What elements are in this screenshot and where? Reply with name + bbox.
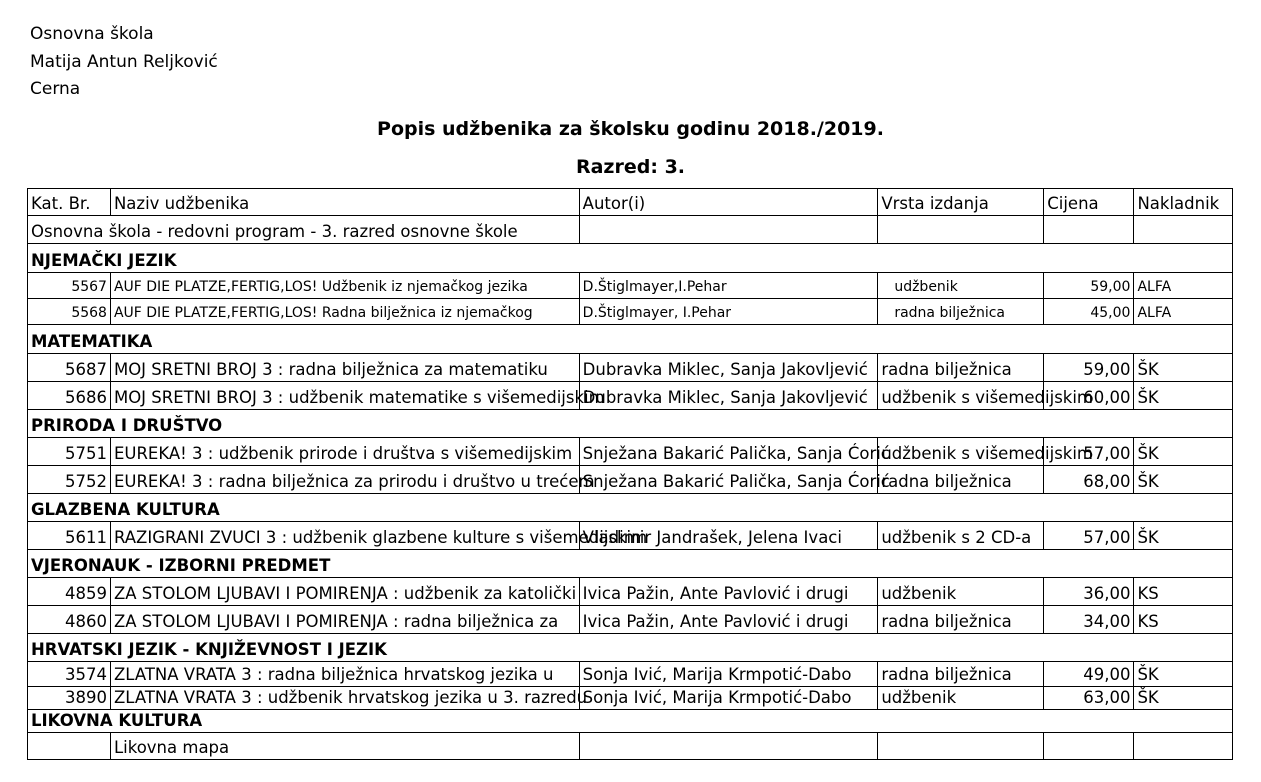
publisher <box>1134 733 1233 760</box>
price: 68,00 <box>1044 466 1134 494</box>
price: 57,00 <box>1044 438 1134 466</box>
section-row <box>28 634 1233 662</box>
table-row <box>28 438 1233 466</box>
cat-number: 4860 <box>28 606 111 634</box>
edition-type: radna bilježnica <box>878 466 1044 494</box>
document-title: Popis udžbenika za školsku godinu 2018./2019. <box>377 118 884 140</box>
cat-number: 5686 <box>28 382 111 410</box>
edition-type: udžbenik s 2 CD-a <box>878 522 1044 550</box>
price: 63,00 <box>1044 687 1134 710</box>
table-row <box>28 382 1233 410</box>
edition-type: udžbenik <box>878 578 1044 606</box>
book-title: ZLATNA VRATA 3 : radna bilježnica hrvatskog jezika u <box>110 662 579 687</box>
edition-type: udžbenik <box>878 273 1044 299</box>
edition-type: radna bilježnica <box>878 354 1044 382</box>
section-row <box>28 410 1233 438</box>
book-title: Likovna mapa <box>110 733 579 760</box>
book-authors: D.Štiglmayer, I.Pehar <box>579 299 878 325</box>
table-row <box>28 662 1233 687</box>
book-authors: Vladimir Jandrašek, Jelena Ivaci <box>579 522 878 550</box>
table-row <box>28 466 1233 494</box>
book-title: ZA STOLOM LJUBAVI I POMIRENJA : radna bilježnica za <box>110 606 579 634</box>
header-cell: Autor(i) <box>579 189 878 216</box>
table-row <box>28 354 1233 382</box>
book-title: AUF DIE PLATZE,FERTIG,LOS! Radna bilježnica iz njemačkog <box>110 299 579 325</box>
program-cell: Osnovna škola - redovni program - 3. razred osnovne škole <box>28 216 580 244</box>
book-authors: Snježana Bakarić Palička, Sanja Ćorić <box>579 438 878 466</box>
cat-number: 4859 <box>28 578 111 606</box>
book-authors <box>579 733 878 760</box>
section-title: GLAZBENA KULTURA <box>28 494 1233 522</box>
table-row <box>28 299 1233 325</box>
section-row <box>28 494 1233 522</box>
price: 36,00 <box>1044 578 1134 606</box>
publisher: ŠK <box>1134 687 1233 710</box>
book-title: MOJ SRETNI BROJ 3 : radna bilježnica za matematiku <box>110 354 579 382</box>
cat-number: 5752 <box>28 466 111 494</box>
price: 45,00 <box>1044 299 1134 325</box>
section-title: NJEMAČKI JEZIK <box>28 244 1233 273</box>
book-title: ZA STOLOM LJUBAVI I POMIRENJA : udžbenik za katolički <box>110 578 579 606</box>
book-authors: Sonja Ivić, Marija Krmpotić-Dabo <box>579 687 878 710</box>
school-name-line1: Osnovna škola <box>30 24 154 44</box>
textbook-table <box>27 188 1233 760</box>
edition-type: udžbenik s višemedijskim <box>878 438 1044 466</box>
publisher: ŠK <box>1134 354 1233 382</box>
cat-number: 3574 <box>28 662 111 687</box>
cat-number: 5568 <box>28 299 111 325</box>
book-authors: Dubravka Miklec, Sanja Jakovljević <box>579 354 878 382</box>
header-row <box>28 189 1233 216</box>
publisher: KS <box>1134 578 1233 606</box>
publisher: ALFA <box>1134 299 1233 325</box>
price: 59,00 <box>1044 354 1134 382</box>
book-title: EUREKA! 3 : radna bilježnica za prirodu i društvo u trećem <box>110 466 579 494</box>
table-row <box>28 273 1233 299</box>
book-title: MOJ SRETNI BROJ 3 : udžbenik matematike s višemedijskim <box>110 382 579 410</box>
edition-type: radna bilježnica <box>878 662 1044 687</box>
section-title: PRIRODA I DRUŠTVO <box>28 410 1233 438</box>
publisher: ŠK <box>1134 662 1233 687</box>
book-title: AUF DIE PLATZE,FERTIG,LOS! Udžbenik iz njemačkog jezika <box>110 273 579 299</box>
cat-number <box>28 733 111 760</box>
cat-number: 5611 <box>28 522 111 550</box>
publisher: ŠK <box>1134 466 1233 494</box>
edition-type: udžbenik s višemedijskim <box>878 382 1044 410</box>
price: 57,00 <box>1044 522 1134 550</box>
publisher: ŠK <box>1134 522 1233 550</box>
edition-type: radna bilježnica <box>878 299 1044 325</box>
publisher: KS <box>1134 606 1233 634</box>
grade-subtitle: Razred: 3. <box>575 156 686 178</box>
header-cell: Nakladnik <box>1134 189 1233 216</box>
school-location: Cerna <box>30 79 81 99</box>
cat-number: 5751 <box>28 438 111 466</box>
book-authors: Snježana Bakarić Palička, Sanja Ćorić <box>579 466 878 494</box>
table-row <box>28 606 1233 634</box>
cat-number: 3890 <box>28 687 111 710</box>
cat-number: 5687 <box>28 354 111 382</box>
book-title: ZLATNA VRATA 3 : udžbenik hrvatskog jezika u 3. razredu <box>110 687 579 710</box>
header-cell: Cijena <box>1044 189 1134 216</box>
book-title: EUREKA! 3 : udžbenik prirode i društva s višemedijskim <box>110 438 579 466</box>
price: 49,00 <box>1044 662 1134 687</box>
header-cell: Naziv udžbenika <box>110 189 579 216</box>
book-authors: Ivica Pažin, Ante Pavlović i drugi <box>579 578 878 606</box>
section-title: VJERONAUK - IZBORNI PREDMET <box>28 550 1233 578</box>
section-title: LIKOVNA KULTURA <box>28 710 1233 733</box>
section-row <box>28 325 1233 354</box>
section-row <box>28 244 1233 273</box>
price: 34,00 <box>1044 606 1134 634</box>
section-row <box>28 550 1233 578</box>
table-row <box>28 578 1233 606</box>
price: 60,00 <box>1044 382 1134 410</box>
cat-number: 5567 <box>28 273 111 299</box>
publisher: ŠK <box>1134 438 1233 466</box>
book-authors: D.Štiglmayer,I.Pehar <box>579 273 878 299</box>
section-title: HRVATSKI JEZIK - KNJIŽEVNOST I JEZIK <box>28 634 1233 662</box>
header-cell: Vrsta izdanja <box>878 189 1044 216</box>
table-row <box>28 687 1233 710</box>
table-row <box>28 733 1233 760</box>
price <box>1044 733 1134 760</box>
price: 59,00 <box>1044 273 1134 299</box>
publisher: ŠK <box>1134 382 1233 410</box>
section-row <box>28 710 1233 733</box>
table-row <box>28 522 1233 550</box>
edition-type <box>878 733 1044 760</box>
publisher: ALFA <box>1134 273 1233 299</box>
book-authors: Ivica Pažin, Ante Pavlović i drugi <box>579 606 878 634</box>
edition-type: radna bilježnica <box>878 606 1044 634</box>
program-row <box>28 216 1233 244</box>
school-name-line2: Matija Antun Reljković <box>30 52 218 72</box>
section-title: MATEMATIKA <box>28 325 1233 354</box>
edition-type: udžbenik <box>878 687 1044 710</box>
book-authors: Sonja Ivić, Marija Krmpotić-Dabo <box>579 662 878 687</box>
book-title: RAZIGRANI ZVUCI 3 : udžbenik glazbene kulture s višemedijskim <box>110 522 579 550</box>
book-authors: Dubravka Miklec, Sanja Jakovljević <box>579 382 878 410</box>
header-cell: Kat. Br. <box>28 189 111 216</box>
